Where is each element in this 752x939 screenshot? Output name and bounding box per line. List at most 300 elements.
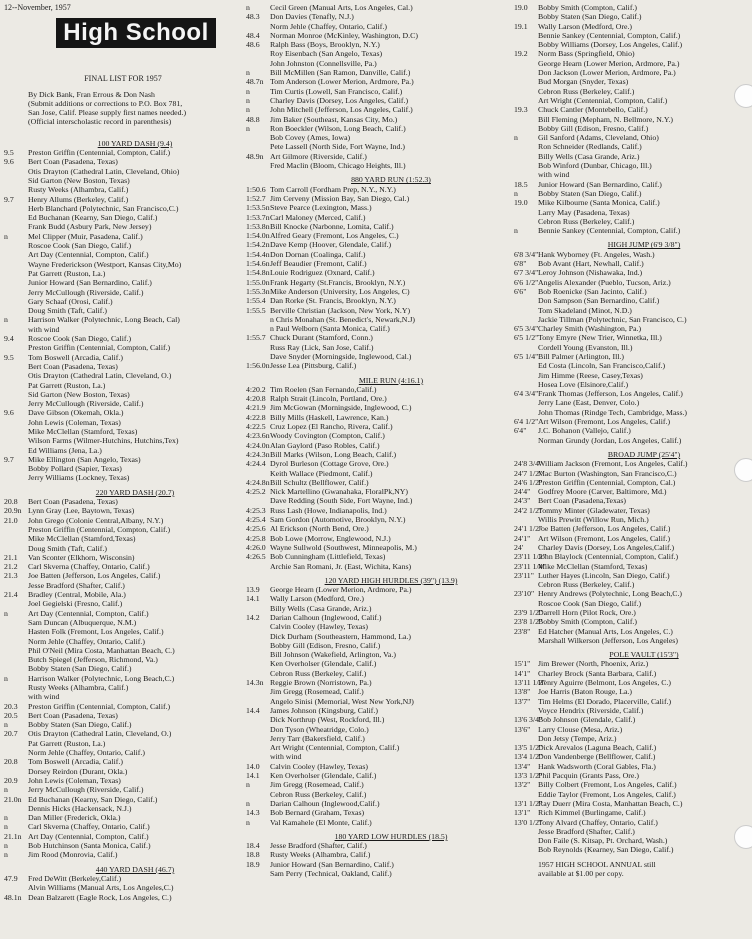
result-line xyxy=(514,659,750,668)
athlete-entry: Cebron Russ (Berkeley, Calif.) xyxy=(538,216,635,226)
athlete-entry: Bob Winford (Dunbar, Chicago, Ill.) xyxy=(538,161,652,171)
result-line xyxy=(246,361,512,370)
athlete-entry: Sam Gordon (Automotive, Brooklyn, N.Y.) xyxy=(270,515,406,525)
mark-value: 20.3 xyxy=(4,701,18,711)
mark-value xyxy=(4,371,28,380)
athlete-entry: John Grego (Colonie Central,Albany, N.Y.) xyxy=(28,515,164,525)
athlete-entry: Ray Duerr (Mira Costa, Manhattan Beach, C.) xyxy=(538,798,683,808)
mark-value: 9.5 xyxy=(4,148,14,158)
athlete-entry: Ralph Bass (Boys, Brooklyn, N.Y.) xyxy=(270,40,380,50)
athlete-entry: Art Day (Centennial, Compton, Calif.) xyxy=(28,608,149,618)
mark-value: 9.5 xyxy=(4,352,14,362)
result-line xyxy=(514,208,750,217)
mark-value: 6'5 1/4" xyxy=(514,351,539,361)
result-line xyxy=(246,343,512,352)
mark-value xyxy=(4,399,28,408)
mark-value xyxy=(246,496,270,505)
mark-value: 14.3n xyxy=(246,678,264,688)
result-line xyxy=(514,706,750,715)
result-line xyxy=(4,841,242,850)
mark-value: 1:55.0n xyxy=(246,277,270,287)
athlete-entry: Bill Palmer (Arlington, Ill.) xyxy=(538,351,624,361)
mark-value xyxy=(514,170,538,179)
mark-value xyxy=(514,734,538,743)
mark-value: 1:54.8n xyxy=(246,268,270,278)
result-line xyxy=(514,799,750,808)
result-line xyxy=(4,278,242,287)
result-line xyxy=(514,426,750,435)
mark-value xyxy=(4,599,28,608)
mark-value: n xyxy=(246,95,250,105)
athlete-entry: Charley Brock (Santa Barbara, Calif.) xyxy=(538,668,657,678)
result-line xyxy=(514,12,750,21)
mark-value: 21.1 xyxy=(4,552,18,562)
athlete-entry: Cebron Russ (Berkeley, Calif.) xyxy=(270,789,367,799)
athlete-entry: Fred DeWitt (Berkeley,Calif.) xyxy=(28,873,122,883)
mark-value xyxy=(4,739,28,748)
result-line xyxy=(246,808,512,817)
athlete-entry: Bobby Gill (Edison, Fresno, Calif.) xyxy=(538,123,649,133)
athlete-entry: Calvin Cooley (Hawley, Texas) xyxy=(270,761,368,771)
athlete-entry: Jim Gregg (Rosemead, Calif.) xyxy=(270,780,364,790)
mark-value xyxy=(246,59,270,68)
result-line xyxy=(246,604,512,613)
mark-value: 14.1 xyxy=(246,594,260,604)
result-line xyxy=(246,478,512,487)
athlete-entry: Charley Davis (Dorsey, Los Angeles, Calif.) xyxy=(270,95,409,105)
result-line xyxy=(514,77,750,86)
mark-value xyxy=(4,534,28,543)
result-line xyxy=(4,804,242,813)
result-line xyxy=(4,674,242,683)
mark-value: 48.6 xyxy=(246,40,260,50)
mark-value xyxy=(514,124,538,133)
mark-value: 14.1 xyxy=(246,771,260,781)
result-line xyxy=(4,813,242,822)
athlete-entry: Joe Harris (Baton Rouge, La.) xyxy=(538,687,632,697)
athlete-entry: Bobby Staten (San Diego, Calif.) xyxy=(538,12,642,22)
mark-value xyxy=(4,637,28,646)
athlete-entry: Gil Sanford (Adams, Cleveland, Ohio) xyxy=(538,133,659,143)
mark-value xyxy=(246,687,270,696)
athlete-entry: Marshall Wilkerson (Jefferson, Los Angeles) xyxy=(538,635,678,645)
athlete-entry: Angelo Sinisi (Memorial, West New York,NJ) xyxy=(270,696,414,706)
mark-value: n xyxy=(246,105,250,115)
athlete-entry: Don Faile (S. Kitsap, Pt. Orchard, Wash.) xyxy=(538,836,668,846)
result-line xyxy=(4,516,242,525)
mark-value: 6'4" xyxy=(514,426,527,436)
mark-value: 48.7n xyxy=(246,77,264,87)
result-line xyxy=(246,194,512,203)
mark-value: 4:25.4 xyxy=(246,515,266,525)
result-line xyxy=(514,697,750,706)
athlete-entry: Carl Maloney (Merced, Calif.) xyxy=(270,212,366,222)
event-title: 120 YARD HIGH HURDLES (39") (13.9) xyxy=(324,575,458,585)
mark-value xyxy=(4,581,28,590)
mark-value xyxy=(4,167,28,176)
result-line xyxy=(514,534,750,543)
athlete-entry: Jackie Tillman (Polytechnic, San Francisco, C.) xyxy=(538,314,687,324)
result-line xyxy=(514,49,750,58)
result-line xyxy=(514,189,750,198)
athlete-entry: Doug Smith (Taft, Calif.) xyxy=(28,306,107,316)
mark-value xyxy=(514,115,538,124)
mark-value: 21.1n xyxy=(4,831,22,841)
result-line xyxy=(4,297,242,306)
mark-value xyxy=(514,343,538,352)
athlete-entry: Billy Colbert (Fremont, Los Angeles, Calif.) xyxy=(538,780,677,790)
athlete-entry: Preston Griffin (Centennial, Compton, Calif.) xyxy=(28,148,171,158)
result-line xyxy=(246,124,512,133)
mark-value: 9.7 xyxy=(4,454,14,464)
result-line xyxy=(514,180,750,189)
athlete-entry: Pat Garrett (Ruston, La.) xyxy=(28,738,106,748)
mark-value: 4:20.2 xyxy=(246,384,266,394)
athlete-entry: Chuck Durant (Stamford, Conn.) xyxy=(270,333,373,343)
intro-line: San Jose, Calif. Please supply first names needed.) xyxy=(28,108,187,118)
result-line xyxy=(514,268,750,277)
result-line xyxy=(514,250,750,259)
result-line xyxy=(4,381,242,390)
mark-value: 23'9 1/2" xyxy=(514,608,543,617)
athlete-entry: Pat Garrett (Ruston, La.) xyxy=(28,268,106,278)
result-line xyxy=(4,590,242,599)
mark-value: n xyxy=(246,780,250,790)
result-line xyxy=(4,343,242,352)
athlete-entry: Tony Emyre (New Trier, Winnetka, Ill.) xyxy=(538,333,662,343)
mark-value: 6'4 1/2" xyxy=(514,417,539,427)
athlete-entry: Louie Rodriguez (Oxnard, Calif.) xyxy=(270,268,375,278)
result-line xyxy=(4,269,242,278)
mark-value xyxy=(246,376,270,385)
athlete-entry: Bill McMillen (San Ramon, Danville, Calif.) xyxy=(270,68,411,78)
athlete-entry: Larry May (Pasadena, Texas) xyxy=(538,207,630,217)
column-middle xyxy=(246,0,512,878)
event-heading xyxy=(514,240,750,249)
athlete-entry: Cordell Young (Evanston, Ill.) xyxy=(538,342,633,352)
result-line xyxy=(4,581,242,590)
result-line xyxy=(246,333,512,342)
mark-value xyxy=(246,576,270,585)
athlete-entry: Bob Cunningham (Littlefield, Texas) xyxy=(270,552,386,562)
athlete-entry: Tommy Minter (Gladewater, Texas) xyxy=(538,505,650,515)
mark-value xyxy=(246,641,270,650)
result-line xyxy=(514,170,750,179)
mark-value: 4:23.6n xyxy=(246,431,270,441)
result-line xyxy=(514,762,750,771)
mark-value: 24'1 1/2" xyxy=(514,524,543,534)
athlete-entry: Dick Northrup (West, Rockford, Ill.) xyxy=(270,715,385,725)
mark-value xyxy=(4,297,28,306)
mark-value: 21.0 xyxy=(4,515,18,525)
mark-value xyxy=(4,269,28,278)
mark-value: 4:25.6 xyxy=(246,524,266,534)
mark-value: 19.0 xyxy=(514,3,528,12)
athlete-entry: Bobby Staten (San Diego, Calif.) xyxy=(28,664,132,674)
athlete-entry: Cecil Green (Manual Arts, Los Angeles, Cal.) xyxy=(270,3,413,12)
mark-value: n xyxy=(4,231,8,241)
athlete-entry: Archie San Romani, Jr. (East, Wichita, Kans) xyxy=(270,561,412,571)
mark-value xyxy=(514,827,538,836)
result-line xyxy=(4,739,242,748)
mark-value: n xyxy=(246,798,250,808)
mark-value xyxy=(514,790,538,799)
mark-value xyxy=(246,142,270,151)
result-line xyxy=(4,506,242,515)
mark-value: 13'3 1/2" xyxy=(514,771,543,781)
mark-value: 18.5 xyxy=(514,179,528,189)
result-line xyxy=(246,49,512,58)
result-line xyxy=(246,543,512,552)
event-title: HIGH JUMP (6'9 3/8") xyxy=(607,240,681,250)
athlete-entry: Phil Pacquin (Grants Pass, Ore.) xyxy=(538,771,639,781)
athlete-entry: Mel Clipper (Muir, Pasadena, Calif.) xyxy=(28,231,143,241)
result-line xyxy=(246,250,512,259)
mark-value xyxy=(514,706,538,715)
athlete-entry: Jerry McCullough (Riverside, Calif.) xyxy=(28,785,144,795)
mark-value xyxy=(514,845,538,854)
mark-value: 1:54.0n xyxy=(246,231,270,241)
athlete-entry: William Jackson (Fremont, Los Angeles, Calif.) xyxy=(538,459,688,469)
athlete-entry: Billy Wells (Casa Grande, Ariz.) xyxy=(270,603,372,613)
result-line xyxy=(246,152,512,161)
athlete-entry: Mike Anderson (University, Los Angeles, C) xyxy=(270,286,410,296)
result-line xyxy=(4,306,242,315)
binder-hole xyxy=(734,825,752,849)
athlete-entry: Ed Buchanan (Kearny, San Diego, Calif.) xyxy=(28,794,158,804)
result-line xyxy=(4,260,242,269)
athlete-entry: John Thomas (Rindge Tech, Cambridge, Mass.) xyxy=(538,407,688,417)
athlete-entry: Hank Wadsworth (Coral Gables, Fla.) xyxy=(538,761,656,771)
mark-value xyxy=(4,627,28,636)
athlete-entry: Preston Griffin (Centennial, Compton, Calif.) xyxy=(28,343,171,353)
athlete-entry: Henry Andrews (Polytechnic, Long Beach,C.) xyxy=(538,589,682,599)
mark-value: 4:21.9 xyxy=(246,403,266,413)
result-line xyxy=(4,646,242,655)
result-line xyxy=(246,524,512,533)
result-line xyxy=(514,408,750,417)
athlete-entry: Dave Redding (South Side, Fort Wayne, Ind.) xyxy=(270,496,413,506)
athlete-entry: Jerry Williams (Lockney, Texas) xyxy=(28,473,130,483)
mark-value xyxy=(514,161,538,170)
athlete-entry: Ed Buchanan (Kearny, San Diego, Calif.) xyxy=(28,213,158,223)
athlete-entry: Norman Monroe (McKinley, Washington, D.C) xyxy=(270,30,418,40)
athlete-entry: Leroy Johnson (Nishawaka, Ind.) xyxy=(538,268,643,278)
mark-value: 6'4 3/4" xyxy=(514,389,539,399)
athlete-entry: Jim Brewer (North, Phoenix, Ariz.) xyxy=(538,659,649,669)
athlete-entry: n Paul Welborn (Santa Monica, Calif.) xyxy=(270,324,390,334)
result-line xyxy=(246,324,512,333)
mark-value xyxy=(514,580,538,589)
mark-value xyxy=(246,315,270,324)
mark-value xyxy=(514,31,538,40)
mark-value: 48.9n xyxy=(246,151,264,161)
result-line xyxy=(514,752,750,761)
result-line xyxy=(4,692,242,701)
mark-value xyxy=(514,371,538,380)
mark-value xyxy=(246,343,270,352)
result-line xyxy=(514,152,750,161)
result-line xyxy=(514,142,750,151)
mark-value: 13'2" xyxy=(514,780,531,790)
intro-line: By Dick Bank, Fran Errous & Don Nash xyxy=(28,89,155,99)
mark-value: 24'1" xyxy=(514,533,531,543)
event-heading xyxy=(246,832,512,841)
athlete-entry: Woody Covington (Compton, Calif.) xyxy=(270,431,385,441)
event-title: MILE RUN (4:16.1) xyxy=(358,375,424,385)
intro-line: (Submit additions or corrections to P.O. Box 781, xyxy=(28,98,183,108)
athlete-entry: Calvin Cooley (Hawley, Texas) xyxy=(270,622,368,632)
athlete-entry: Jesse Lea (Pittsburg, Calif.) xyxy=(270,361,357,371)
mark-value: 18.9 xyxy=(246,859,260,869)
athlete-entry: Frank Budd (Asbury Park, New Jersey) xyxy=(28,222,152,232)
mark-value xyxy=(246,352,270,361)
athlete-entry: Bobby Pollard (Sapier, Texas) xyxy=(28,464,122,474)
result-line xyxy=(246,385,512,394)
mark-value: n xyxy=(246,68,250,78)
result-line xyxy=(4,832,242,841)
athlete-entry: Bert Coan (Pasadena, Texas) xyxy=(28,157,118,167)
mark-value xyxy=(246,133,270,142)
athlete-entry: Wilson Farms (Wilmer-Hutchins, Hutchins,Tex) xyxy=(28,436,179,446)
athlete-entry: Dave Gibson (Okemah, Okla.) xyxy=(28,408,124,418)
mark-value xyxy=(514,515,538,524)
result-line xyxy=(246,22,512,31)
athlete-entry: Billy Mills (Haskell, Lawrence, Kan.) xyxy=(270,412,389,422)
mark-value: 48.8 xyxy=(246,114,260,124)
result-line xyxy=(246,115,512,124)
result-line xyxy=(4,627,242,636)
mark-value: 6'8 3/4" xyxy=(514,249,539,259)
athlete-entry: Bert Coan (Pasadena, Texas) xyxy=(28,497,118,507)
mark-value xyxy=(514,296,538,305)
athlete-entry: Cruz Lopez (El Rancho, Rivera, Calif.) xyxy=(270,422,393,432)
mark-value xyxy=(4,646,28,655)
result-line xyxy=(4,195,242,204)
result-line xyxy=(246,352,512,361)
athlete-entry: Art Day (Centennial, Compton, Calif.) xyxy=(28,250,149,260)
mark-value xyxy=(4,278,28,287)
athlete-entry: Jim Himme (Reese, Casey,Texas) xyxy=(538,370,643,380)
event-title: 880 YARD RUN (1:52.3) xyxy=(351,175,431,185)
mark-value xyxy=(514,599,538,608)
result-line xyxy=(514,361,750,370)
mark-value xyxy=(514,636,538,645)
athlete-entry: Preston Griffin (Centennial, Compton, Cal.) xyxy=(538,477,676,487)
mark-value: 1:54.6n xyxy=(246,259,270,269)
result-line xyxy=(514,22,750,31)
mark-value: 4:22.5 xyxy=(246,422,266,432)
athlete-entry: Mike Kilbourne (Santa Monica, Calif.) xyxy=(538,198,660,208)
result-line xyxy=(246,641,512,650)
result-line xyxy=(246,3,512,12)
mark-value: 9.4 xyxy=(4,334,14,344)
athlete-entry: John Lewis (Coleman, Texas) xyxy=(28,417,121,427)
result-line xyxy=(246,403,512,412)
athlete-entry: Art Wright (Centennial, Compton, Calif.) xyxy=(270,743,400,753)
athlete-entry: Darian Calhoun (Inglewood,Calif.) xyxy=(270,798,380,808)
result-line xyxy=(514,333,750,342)
athlete-entry: Bob Johnson (Glendale, Calif.) xyxy=(538,715,636,725)
mark-value: 24' xyxy=(514,542,524,552)
event-heading xyxy=(246,576,512,585)
athlete-entry: George Hearn (Lower Merion, Ardmore, Pa.) xyxy=(270,585,412,595)
mark-value xyxy=(246,697,270,706)
mark-value: 6'6" xyxy=(514,286,527,296)
athlete-entry: Jim Cerveny (Mission Bay, San Diego, Cal.) xyxy=(270,193,410,203)
athlete-entry: Dick Durham (Southeastern, Hammond, La.) xyxy=(270,631,411,641)
result-line xyxy=(4,822,242,831)
mark-value: 1:54.2n xyxy=(246,240,270,250)
result-line xyxy=(246,496,512,505)
result-line xyxy=(4,427,242,436)
result-line xyxy=(246,669,512,678)
mark-value: 13'1 1/2" xyxy=(514,798,543,808)
athlete-entry: Don Vandenberge (Bellflower, Calif.) xyxy=(538,752,656,762)
athlete-entry: Jim Baker (Southeast, Kansas City, Mo.) xyxy=(270,114,398,124)
mark-value: 1:53.8n xyxy=(246,221,270,231)
athlete-entry: Don Sampson (San Bernardino, Calif.) xyxy=(538,296,660,306)
mark-value xyxy=(246,869,270,878)
result-line xyxy=(514,725,750,734)
mark-value: 21.0n xyxy=(4,794,22,804)
result-line xyxy=(246,562,512,571)
athlete-entry: Val Kamahele (El Monte, Calif.) xyxy=(270,817,372,827)
athlete-entry: Bob Roenicke (San Jacinto, Calif.) xyxy=(538,286,647,296)
mark-value xyxy=(4,683,28,692)
mark-value: 13.9 xyxy=(246,585,260,595)
intro-block xyxy=(4,90,242,127)
result-line xyxy=(4,785,242,794)
athlete-entry: Dick Arevalos (Laguna Beach, Calif.) xyxy=(538,743,657,753)
athlete-entry: Junior Howard (San Bernardino, Calif.) xyxy=(28,278,152,288)
result-line xyxy=(4,562,242,571)
mark-value: 23'11 1/4" xyxy=(514,561,546,571)
mark-value xyxy=(4,655,28,664)
event-title: 180 YARD LOW HURDLES (18.5) xyxy=(334,831,448,841)
result-line xyxy=(514,543,750,552)
mark-value: 1:55.4 xyxy=(246,296,266,306)
result-line xyxy=(246,697,512,706)
result-line xyxy=(4,776,242,785)
result-line xyxy=(514,687,750,696)
result-line xyxy=(4,232,242,241)
mark-value: 4:26.0 xyxy=(246,542,266,552)
result-line xyxy=(246,752,512,761)
athlete-entry: Russ Ray (Lick, San Jose, Calif.) xyxy=(270,342,374,352)
event-title: 100 YARD DASH (9.4) xyxy=(97,138,173,148)
athlete-entry: Bert Coan (Pasadena, Texas) xyxy=(28,710,118,720)
athlete-entry: Godfrey Moore (Carver, Baltimore, Md.) xyxy=(538,487,667,497)
result-line xyxy=(246,133,512,142)
mark-value: n xyxy=(4,315,8,325)
binder-hole xyxy=(734,84,752,108)
athlete-entry: Norman Grundy (Jordan, Los Angeles, Calif.) xyxy=(538,435,682,445)
mark-value xyxy=(4,865,28,874)
mark-value: 19.2 xyxy=(514,49,528,59)
athlete-entry: Dave Kemp (Hoover, Glendale, Calif.) xyxy=(270,240,392,250)
result-line xyxy=(246,632,512,641)
result-line xyxy=(246,96,512,105)
athlete-entry: Lynn Gray (Lee, Baytown, Texas) xyxy=(28,506,135,516)
event-heading xyxy=(4,865,242,874)
mark-value: 4:22.8 xyxy=(246,412,266,422)
athlete-entry: Roscoe Cook (San Diego, Calif.) xyxy=(28,334,132,344)
result-line xyxy=(4,893,242,902)
athlete-entry: Wayne Sullwold (Southwest, Minneapolis, M.) xyxy=(270,542,417,552)
result-line xyxy=(246,87,512,96)
result-line xyxy=(514,40,750,49)
